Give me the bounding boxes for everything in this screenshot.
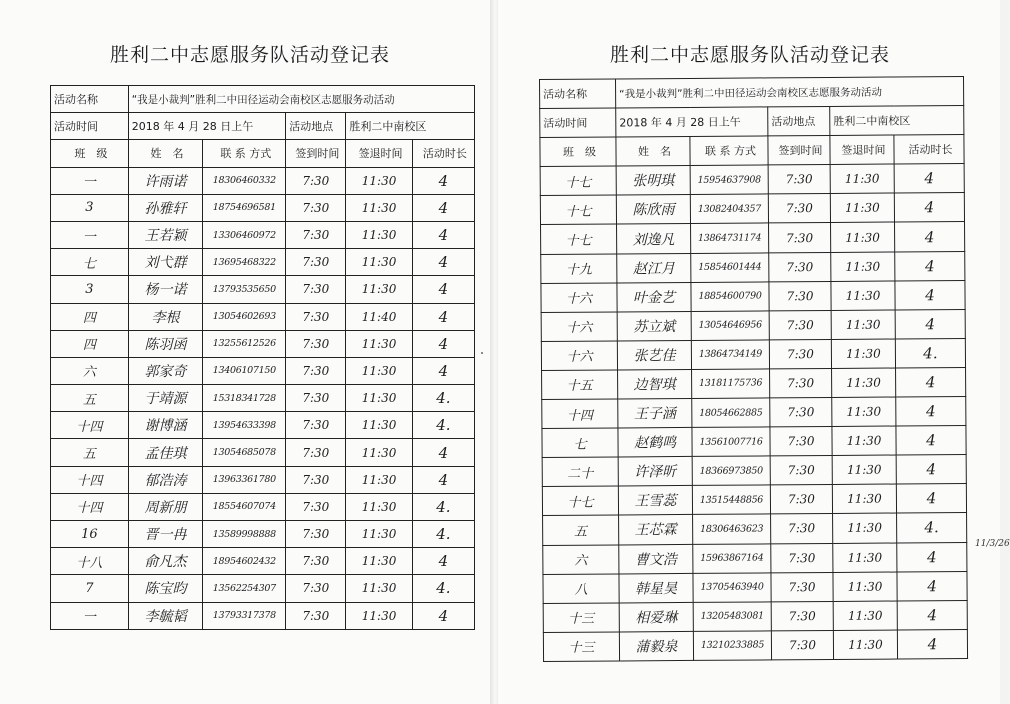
activity-name-value: “我是小裁判”胜利二中田径运动会南校区志愿服务动活动 (616, 77, 964, 109)
activity-time-row (51, 113, 475, 140)
phone-cell: 18954602432 (203, 548, 286, 575)
phone-cell: 13205483081 (693, 602, 771, 632)
name-cell: 王若颖 (128, 221, 203, 248)
duration-cell: 4 (897, 542, 967, 572)
class-cell: 一 (51, 221, 129, 248)
sign-in-cell: 7:30 (286, 602, 346, 629)
table-row (51, 548, 475, 575)
sign-out-cell: 11:30 (346, 194, 412, 221)
table-row (51, 439, 475, 466)
name-cell: 张明琪 (616, 166, 690, 196)
phone-cell: 13793535650 (203, 276, 286, 303)
table-row (543, 542, 967, 574)
sign-in-cell: 7:30 (286, 575, 346, 602)
duration-cell: 4 (896, 484, 966, 514)
duration-cell: 4 (897, 629, 967, 659)
phone-cell: 13082404357 (690, 194, 768, 224)
table-row (51, 303, 475, 330)
location-label: 活动地点 (286, 113, 346, 140)
table-row (543, 629, 967, 661)
class-cell: 五 (543, 515, 619, 545)
duration-cell: 4 (412, 167, 474, 194)
class-cell: 十四 (51, 412, 129, 439)
sign-in-cell: 7:30 (769, 339, 831, 369)
class-cell: 十三 (543, 632, 619, 662)
name-cell: 李根 (128, 303, 203, 330)
column-header-row (540, 135, 964, 167)
activity-time-row (540, 106, 964, 138)
table-row (543, 600, 967, 632)
sign-out-cell: 11:30 (830, 164, 894, 194)
table-row (543, 571, 967, 603)
activity-time-value: 2018 年 4 月 28 日上午 (128, 113, 286, 140)
table-row (542, 484, 966, 516)
sign-in-cell: 7:30 (770, 427, 832, 457)
sign-out-cell: 11:30 (346, 575, 412, 602)
sign-in-cell: 7:30 (771, 514, 833, 544)
sign-in-cell: 7:30 (286, 493, 346, 520)
paper-speck (481, 352, 483, 354)
sign-in-cell: 7:30 (286, 439, 346, 466)
name-cell: 苏立斌 (617, 311, 691, 341)
sign-out-cell: 11:30 (346, 466, 412, 493)
sign-out-cell: 11:30 (831, 252, 895, 282)
phone-cell: 13695468322 (203, 249, 286, 276)
sign-out-cell: 11:30 (346, 221, 412, 248)
table-row (51, 221, 475, 248)
name-cell: 郁浩涛 (128, 466, 203, 493)
sign-in-cell: 7:30 (769, 281, 831, 311)
class-cell: 3 (51, 276, 129, 303)
phone-cell: 18054662885 (692, 398, 770, 428)
col-name: 姓 名 (616, 137, 690, 167)
duration-cell: 4. (412, 521, 474, 548)
table-row (540, 193, 964, 225)
name-cell: 王芯霖 (619, 515, 693, 545)
sign-out-cell: 11:30 (831, 222, 895, 252)
phone-cell: 13054602693 (203, 303, 286, 330)
sign-in-cell: 7:30 (769, 252, 831, 282)
sign-out-cell: 11:30 (831, 281, 895, 311)
phone-cell: 13515448856 (692, 485, 770, 515)
sign-out-cell: 11:30 (833, 601, 897, 631)
duration-cell: 4 (412, 303, 474, 330)
name-cell: 王子涵 (618, 398, 692, 428)
sign-out-cell: 11:30 (831, 339, 895, 369)
left-title: 胜利二中志愿服务队活动登记表 (110, 44, 391, 66)
name-cell: 孟佳琪 (128, 439, 203, 466)
right-sheet (498, 0, 1000, 704)
table-row (51, 167, 475, 194)
class-cell: 十三 (543, 603, 619, 633)
class-cell: 十五 (542, 370, 618, 400)
name-cell: 蒲毅泉 (619, 631, 693, 661)
class-cell: 四 (51, 330, 129, 357)
duration-cell: 4 (412, 357, 474, 384)
phone-cell: 13406107150 (203, 357, 286, 384)
table-row (51, 249, 475, 276)
activity-name-label: 活动名称 (540, 79, 616, 109)
duration-cell: 4 (895, 222, 965, 252)
class-cell: 16 (51, 521, 129, 548)
class-cell: 六 (543, 544, 619, 574)
class-cell: 二十 (542, 457, 618, 487)
duration-cell: 4 (412, 330, 474, 357)
sign-out-cell: 11:30 (346, 548, 412, 575)
name-cell: 许雨诺 (128, 167, 203, 194)
class-cell: 一 (51, 167, 129, 194)
name-cell: 谢博涵 (128, 412, 203, 439)
phone-cell: 15963867164 (693, 543, 771, 573)
sign-out-cell: 11:30 (346, 439, 412, 466)
phone-cell: 13181175736 (692, 369, 770, 399)
class-cell: 五 (51, 385, 129, 412)
phone-cell: 13306460972 (203, 221, 286, 248)
duration-cell: 4. (412, 412, 474, 439)
duration-cell: 4 (897, 600, 967, 630)
margin-note: 11/3/26 (975, 539, 1010, 549)
table-row (541, 309, 965, 341)
table-row (51, 466, 475, 493)
col-class: 班 级 (540, 137, 616, 167)
class-cell: 十八 (51, 548, 129, 575)
phone-cell: 13793317378 (203, 602, 286, 629)
duration-cell: 4 (412, 194, 474, 221)
duration-cell: 4 (896, 455, 966, 485)
sign-in-cell: 7:30 (286, 249, 346, 276)
name-cell: 边智琪 (618, 369, 692, 399)
class-cell: 十六 (541, 312, 617, 342)
duration-cell: 4 (895, 280, 965, 310)
table-row (51, 493, 475, 520)
right-title: 胜利二中志愿服务队活动登记表 (610, 44, 891, 66)
duration-cell: 4 (412, 466, 474, 493)
phone-cell: 13589998888 (203, 521, 286, 548)
name-cell: 陈宝昀 (128, 575, 203, 602)
activity-name-value: “我是小裁判”胜利二中田径运动会南校区志愿服务动活动 (128, 86, 474, 113)
duration-cell: 4 (412, 548, 474, 575)
sign-in-cell: 7:30 (286, 194, 346, 221)
class-cell: 十四 (51, 466, 129, 493)
right-register-table (539, 76, 968, 662)
name-cell: 相爱琳 (619, 602, 693, 632)
duration-cell: 4 (412, 276, 474, 303)
sign-in-cell: 7:30 (771, 601, 833, 631)
duration-cell: 4 (412, 221, 474, 248)
sign-out-cell: 11:30 (346, 385, 412, 412)
class-cell: 3 (51, 194, 129, 221)
table-row (542, 455, 966, 487)
table-row (51, 357, 475, 384)
table-row (542, 426, 966, 458)
phone-cell: 18554607074 (203, 493, 286, 520)
col-duration: 活动时长 (412, 140, 474, 167)
duration-cell: 4. (412, 385, 474, 412)
activity-name-label: 活动名称 (51, 86, 129, 113)
col-class: 班 级 (51, 140, 129, 167)
table-row (51, 521, 475, 548)
sign-in-cell: 7:30 (286, 466, 346, 493)
name-cell: 杨一诺 (128, 276, 203, 303)
table-row (542, 397, 966, 429)
class-cell: 十七 (542, 486, 618, 516)
col-phone: 联 系 方式 (203, 140, 286, 167)
phone-cell: 18306460332 (203, 167, 286, 194)
name-cell: 刘弋群 (128, 249, 203, 276)
sign-in-cell: 7:30 (286, 167, 346, 194)
phone-cell: 13705463940 (693, 572, 771, 602)
phone-cell: 13562254307 (203, 575, 286, 602)
sign-in-cell: 7:30 (286, 412, 346, 439)
class-cell: 六 (51, 357, 129, 384)
col-duration: 活动时长 (894, 135, 964, 165)
duration-cell: 4. (412, 493, 474, 520)
table-row (543, 513, 967, 545)
duration-cell: 4 (412, 602, 474, 629)
duration-cell: 4 (896, 426, 966, 456)
duration-cell: 4 (412, 439, 474, 466)
sign-out-cell: 11:30 (346, 493, 412, 520)
class-cell: 十七 (540, 195, 616, 225)
phone-cell: 13210233885 (693, 631, 771, 661)
name-cell: 赵江月 (617, 253, 691, 283)
left-sheet (0, 0, 492, 704)
sign-out-cell: 11:30 (833, 543, 897, 573)
column-header-row (51, 140, 475, 167)
sign-in-cell: 7:30 (286, 330, 346, 357)
phone-cell: 18754696581 (203, 194, 286, 221)
sign-in-cell: 7:30 (286, 221, 346, 248)
class-cell: 四 (51, 303, 129, 330)
name-cell: 曹文浩 (619, 544, 693, 574)
sign-in-cell: 7:30 (771, 572, 833, 602)
phone-cell: 18366973850 (692, 456, 770, 486)
sign-out-cell: 11:30 (830, 193, 894, 223)
name-cell: 张艺佳 (617, 340, 691, 370)
duration-cell: 4. (895, 338, 965, 368)
col-phone: 联 系 方式 (690, 136, 768, 166)
name-cell: 孙雅轩 (128, 194, 203, 221)
phone-cell: 15854601444 (691, 252, 769, 282)
class-cell: 十六 (541, 341, 617, 371)
name-cell: 陈羽函 (128, 330, 203, 357)
location-value: 胜利二中南校区 (346, 113, 475, 140)
phone-cell: 13963361780 (203, 466, 286, 493)
name-cell: 晋一冉 (128, 521, 203, 548)
duration-cell: 4 (894, 193, 964, 223)
class-cell: 十四 (542, 399, 618, 429)
duration-cell: 4 (896, 367, 966, 397)
duration-cell: 4 (895, 309, 965, 339)
class-cell: 十七 (540, 166, 616, 196)
sign-out-cell: 11:30 (346, 521, 412, 548)
activity-name-row (51, 86, 475, 113)
sign-out-cell: 11:30 (346, 330, 412, 357)
phone-cell: 18306463623 (693, 514, 771, 544)
duration-cell: 4. (412, 575, 474, 602)
activity-name-row (540, 77, 964, 109)
name-cell: 周新朋 (128, 493, 203, 520)
table-row (51, 412, 475, 439)
sign-in-cell: 7:30 (286, 303, 346, 330)
name-cell: 韩星昊 (619, 573, 693, 603)
sign-out-cell: 11:30 (346, 357, 412, 384)
duration-cell: 4 (894, 164, 964, 194)
sign-in-cell: 7:30 (768, 165, 830, 195)
name-cell: 王雪蕊 (618, 486, 692, 516)
name-cell: 许泽昕 (618, 457, 692, 487)
sign-out-cell: 11:30 (346, 167, 412, 194)
sign-in-cell: 7:30 (771, 543, 833, 573)
sign-out-cell: 11:30 (832, 368, 896, 398)
table-row (51, 276, 475, 303)
phone-cell: 13054685078 (203, 439, 286, 466)
table-row (51, 330, 475, 357)
class-cell: 七 (542, 428, 618, 458)
name-cell: 陈欣雨 (616, 195, 690, 225)
table-row (542, 367, 966, 399)
class-cell: 7 (51, 575, 129, 602)
sign-out-cell: 11:30 (833, 513, 897, 543)
sign-out-cell: 11:30 (346, 276, 412, 303)
sign-out-cell: 11:30 (346, 602, 412, 629)
sign-out-cell: 11:30 (346, 412, 412, 439)
sign-out-cell: 11:30 (832, 484, 896, 514)
left-register-table (50, 85, 475, 630)
duration-cell: 4 (897, 571, 967, 601)
sign-in-cell: 7:30 (286, 357, 346, 384)
table-row (541, 222, 965, 254)
phone-cell: 15954637908 (690, 165, 768, 195)
name-cell: 赵鹤鸣 (618, 428, 692, 458)
class-cell: 十九 (541, 254, 617, 284)
table-row (541, 251, 965, 283)
duration-cell: 4 (895, 251, 965, 281)
sign-in-cell: 7:30 (286, 385, 346, 412)
class-cell: 五 (51, 439, 129, 466)
phone-cell: 13864734149 (691, 340, 769, 370)
class-cell: 七 (51, 249, 129, 276)
sign-out-cell: 11:30 (832, 426, 896, 456)
class-cell: 十四 (51, 493, 129, 520)
sign-in-cell: 7:30 (768, 194, 830, 224)
name-cell: 刘逸凡 (617, 224, 691, 254)
phone-cell: 13561007716 (692, 427, 770, 457)
phone-cell: 13954633398 (203, 412, 286, 439)
col-name: 姓 名 (128, 140, 203, 167)
table-row (541, 338, 965, 370)
sign-out-cell: 11:40 (346, 303, 412, 330)
location-label: 活动地点 (768, 107, 830, 137)
sign-in-cell: 7:30 (286, 548, 346, 575)
sign-in-cell: 7:30 (769, 310, 831, 340)
class-cell: 十六 (541, 283, 617, 313)
table-row (51, 602, 475, 629)
sign-out-cell: 11:30 (833, 630, 897, 660)
sign-out-cell: 11:30 (833, 572, 897, 602)
sign-out-cell: 11:30 (832, 397, 896, 427)
name-cell: 叶金艺 (617, 282, 691, 312)
activity-time-label: 活动时间 (51, 113, 129, 140)
class-cell: 十七 (541, 224, 617, 254)
sign-in-cell: 7:30 (770, 397, 832, 427)
col-sign-out: 签退时间 (346, 140, 412, 167)
duration-cell: 4 (896, 397, 966, 427)
col-sign-in: 签到时间 (286, 140, 346, 167)
sign-out-cell: 11:30 (346, 249, 412, 276)
sign-in-cell: 7:30 (770, 485, 832, 515)
activity-time-label: 活动时间 (540, 108, 616, 138)
name-cell: 于靖源 (128, 385, 203, 412)
name-cell: 郭家奇 (128, 357, 203, 384)
class-cell: 八 (543, 574, 619, 604)
name-cell: 李毓韬 (128, 602, 203, 629)
table-row (541, 280, 965, 312)
phone-cell: 13255612526 (203, 330, 286, 357)
col-sign-in: 签到时间 (768, 136, 830, 166)
name-cell: 俞凡杰 (128, 548, 203, 575)
duration-cell: 4 (412, 249, 474, 276)
phone-cell: 15318341728 (203, 385, 286, 412)
sign-in-cell: 7:30 (286, 521, 346, 548)
phone-cell: 13864731174 (691, 223, 769, 253)
phone-cell: 13054646956 (691, 311, 769, 341)
sign-in-cell: 7:30 (770, 456, 832, 486)
table-row (51, 385, 475, 412)
activity-time-value: 2018 年 4 月 28 日上午 (616, 107, 768, 137)
col-sign-out: 签退时间 (830, 135, 894, 165)
class-cell: 一 (51, 602, 129, 629)
sign-in-cell: 7:30 (770, 368, 832, 398)
sign-in-cell: 7:30 (771, 630, 833, 660)
location-value: 胜利二中南校区 (830, 106, 964, 136)
sign-in-cell: 7:30 (286, 276, 346, 303)
table-row (540, 164, 964, 196)
table-row (51, 194, 475, 221)
sign-in-cell: 7:30 (769, 223, 831, 253)
phone-cell: 18854600790 (691, 282, 769, 312)
sign-out-cell: 11:30 (831, 310, 895, 340)
table-row (51, 575, 475, 602)
sign-out-cell: 11:30 (832, 455, 896, 485)
duration-cell: 4. (897, 513, 967, 543)
